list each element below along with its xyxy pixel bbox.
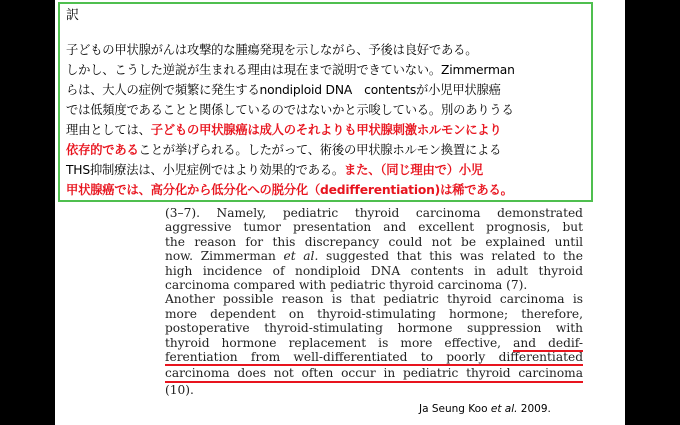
excerpt-text: high incidence of nondiploid DNA contents in adult thyroid [165, 263, 583, 278]
paper-excerpt [165, 206, 583, 397]
translation-text: らは、大人の症例で頻繁に発生するnondiploid DNA contentsが小児甲状腺癌 [66, 83, 501, 97]
translation-line [66, 160, 585, 180]
excerpt-text: carcinoma compared with pediatric thyroid carcinoma (7). [165, 278, 528, 293]
excerpt-text: the reason for this discrepancy could not be explained until [165, 234, 583, 249]
excerpt-line [165, 336, 583, 350]
excerpt-text: (10). [165, 382, 194, 397]
excerpt-line [165, 307, 583, 321]
excerpt-line [165, 321, 583, 335]
highlighted-text: 依存的である [66, 143, 139, 157]
translation-line [66, 60, 585, 80]
translation-line [66, 180, 585, 200]
translation-text: ことが挙げられる。したがって、術後の甲状腺ホルモン換置による [138, 143, 502, 157]
translation-box [58, 2, 593, 202]
excerpt-text: suggested that this was related to the [318, 249, 583, 264]
excerpt-line [165, 292, 583, 306]
excerpt-line [165, 235, 583, 249]
translation-title: 訳 [66, 8, 80, 23]
citation-etal: et al. [490, 403, 518, 415]
translation-text: では低頻度であることと関係しているのではないかと示唆している。別のありうる [66, 103, 514, 117]
citation-author: Ja Seung Koo [419, 403, 491, 415]
excerpt-text: (3–7). Namely, pediatric thyroid carcinoma demonstrated [165, 206, 583, 220]
excerpt-line [165, 366, 583, 382]
excerpt-text: postoperative thyroid-stimulating hormone suppression with [165, 321, 583, 336]
excerpt-text: thyroid hormone replacement is more effective, [165, 335, 514, 350]
excerpt-line [165, 278, 583, 292]
excerpt-line [165, 350, 583, 366]
translation-body [66, 40, 585, 200]
excerpt-text: Another possible reason is that pediatric thyroid carcinoma is [165, 292, 583, 307]
excerpt-line [165, 249, 583, 263]
translation-text: 理由としては、 [66, 123, 151, 137]
excerpt-line [165, 383, 583, 397]
underlined-text: ferentiation from well-differentiated to poorly differentiated [165, 350, 583, 365]
excerpt-line [165, 220, 583, 234]
excerpt-line [165, 264, 583, 278]
underlined-text: and dedif- [513, 335, 584, 350]
translation-text: 子どもの甲状腺がんは攻撃的な腫瘍発現を示しながら、予後は良好である。 [66, 43, 478, 57]
translation-text: THS抑制療法は、小児症例ではより効果的である。 [66, 163, 344, 177]
translation-line [66, 120, 585, 140]
excerpt-text: aggressive tumor presentation and excellent prognosis, but [165, 220, 583, 235]
excerpt-text: et al. [283, 249, 319, 264]
translation-line [66, 80, 585, 100]
translation-line [66, 140, 585, 160]
underlined-text: carcinoma does not often occur in pediatric thyroid carcinoma [165, 366, 583, 381]
highlighted-text: また、（同じ理由で）小児 [344, 163, 484, 177]
highlighted-text: 甲状腺癌では、高分化から低分化への脱分化（dedifferentiation)は稀である。 [66, 183, 513, 197]
citation-year: 2009. [517, 403, 551, 415]
excerpt-text: now. Zimmerman [165, 249, 284, 264]
citation [419, 403, 551, 415]
excerpt-text: more dependent on thyroid-stimulating hormone; therefore, [165, 306, 583, 321]
excerpt-line [165, 206, 583, 220]
translation-line [66, 100, 585, 120]
highlighted-text: 子どもの甲状腺癌は成人のそれよりも甲状腺刺激ホルモンにより [150, 123, 502, 137]
translation-text: しかし、こうした逆説が生まれる理由は現在まで説明できていない。Zimmerman [66, 63, 515, 77]
translation-line [66, 40, 585, 60]
